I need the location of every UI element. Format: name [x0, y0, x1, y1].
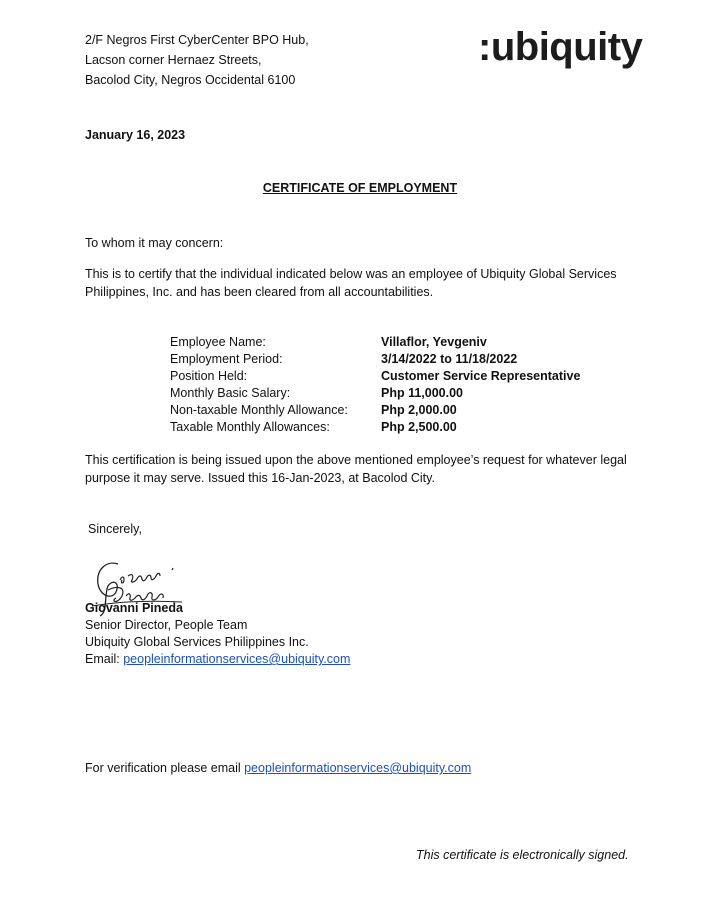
closing: Sincerely, [88, 522, 142, 536]
signatory-company: Ubiquity Global Services Philippines Inc. [85, 635, 309, 649]
signatory-name: Giovanni Pineda [85, 601, 183, 615]
detail-value: Php 2,000.00 [381, 403, 457, 417]
employment-details [170, 334, 580, 436]
verification-text: For verification please email [85, 761, 241, 775]
detail-label: Non-taxable Monthly Allowance: [170, 403, 348, 417]
detail-row [170, 334, 580, 351]
detail-label: Employee Name: [170, 335, 266, 349]
detail-value: Customer Service Representative [381, 369, 581, 383]
detail-row [170, 368, 580, 385]
detail-row [170, 351, 580, 368]
detail-row [170, 402, 580, 419]
detail-value: Php 11,000.00 [381, 386, 464, 400]
address-line: Lacson corner Hernaez Streets, [85, 53, 262, 67]
company-address [85, 30, 309, 90]
detail-value: 3/14/2022 to 11/18/2022 [381, 352, 518, 366]
detail-row [170, 419, 580, 436]
detail-label: Position Held: [170, 369, 248, 383]
detail-row [170, 385, 580, 402]
detail-value: Villaflor, Yevgeniv [381, 335, 487, 349]
signatory-email-link[interactable]: peopleinformationservices@ubiquity.com [123, 652, 351, 666]
detail-label: Monthly Basic Salary: [170, 386, 291, 400]
intro-paragraph: This is to certify that the individual indicated below was an employee of Ubiquity Global Services Philippines, Inc. and has been cleared from all accountabilities. [85, 267, 617, 299]
greeting: To whom it may concern: [85, 236, 224, 250]
signatory-title: Senior Director, People Team [85, 618, 248, 632]
signatory-block [85, 600, 350, 668]
verification-note [85, 758, 471, 778]
purpose-paragraph: This certification is being issued upon the above mentioned employee’s request for whatever legal purpose it may serve. Issued this 16-Jan-2023, at Bacolod City. [85, 453, 627, 485]
signatory-email-row [85, 651, 350, 668]
letter-date: January 16, 2023 [85, 128, 186, 142]
esigned-note: This certificate is electronically signed. [416, 848, 629, 862]
detail-label: Taxable Monthly Allowances: [170, 420, 330, 434]
verification-email-link[interactable]: peopleinformationservices@ubiquity.com [244, 761, 472, 775]
address-line: 2/F Negros First CyberCenter BPO Hub, [85, 33, 309, 47]
document-title: CERTIFICATE OF EMPLOYMENT [262, 181, 458, 195]
detail-value: Php 2,500.00 [381, 420, 457, 434]
email-label: Email: [85, 652, 120, 666]
company-logo: :ubiquity [478, 25, 643, 69]
detail-label: Employment Period: [170, 352, 283, 366]
address-line: Bacolod City, Negros Occidental 6100 [85, 73, 296, 87]
